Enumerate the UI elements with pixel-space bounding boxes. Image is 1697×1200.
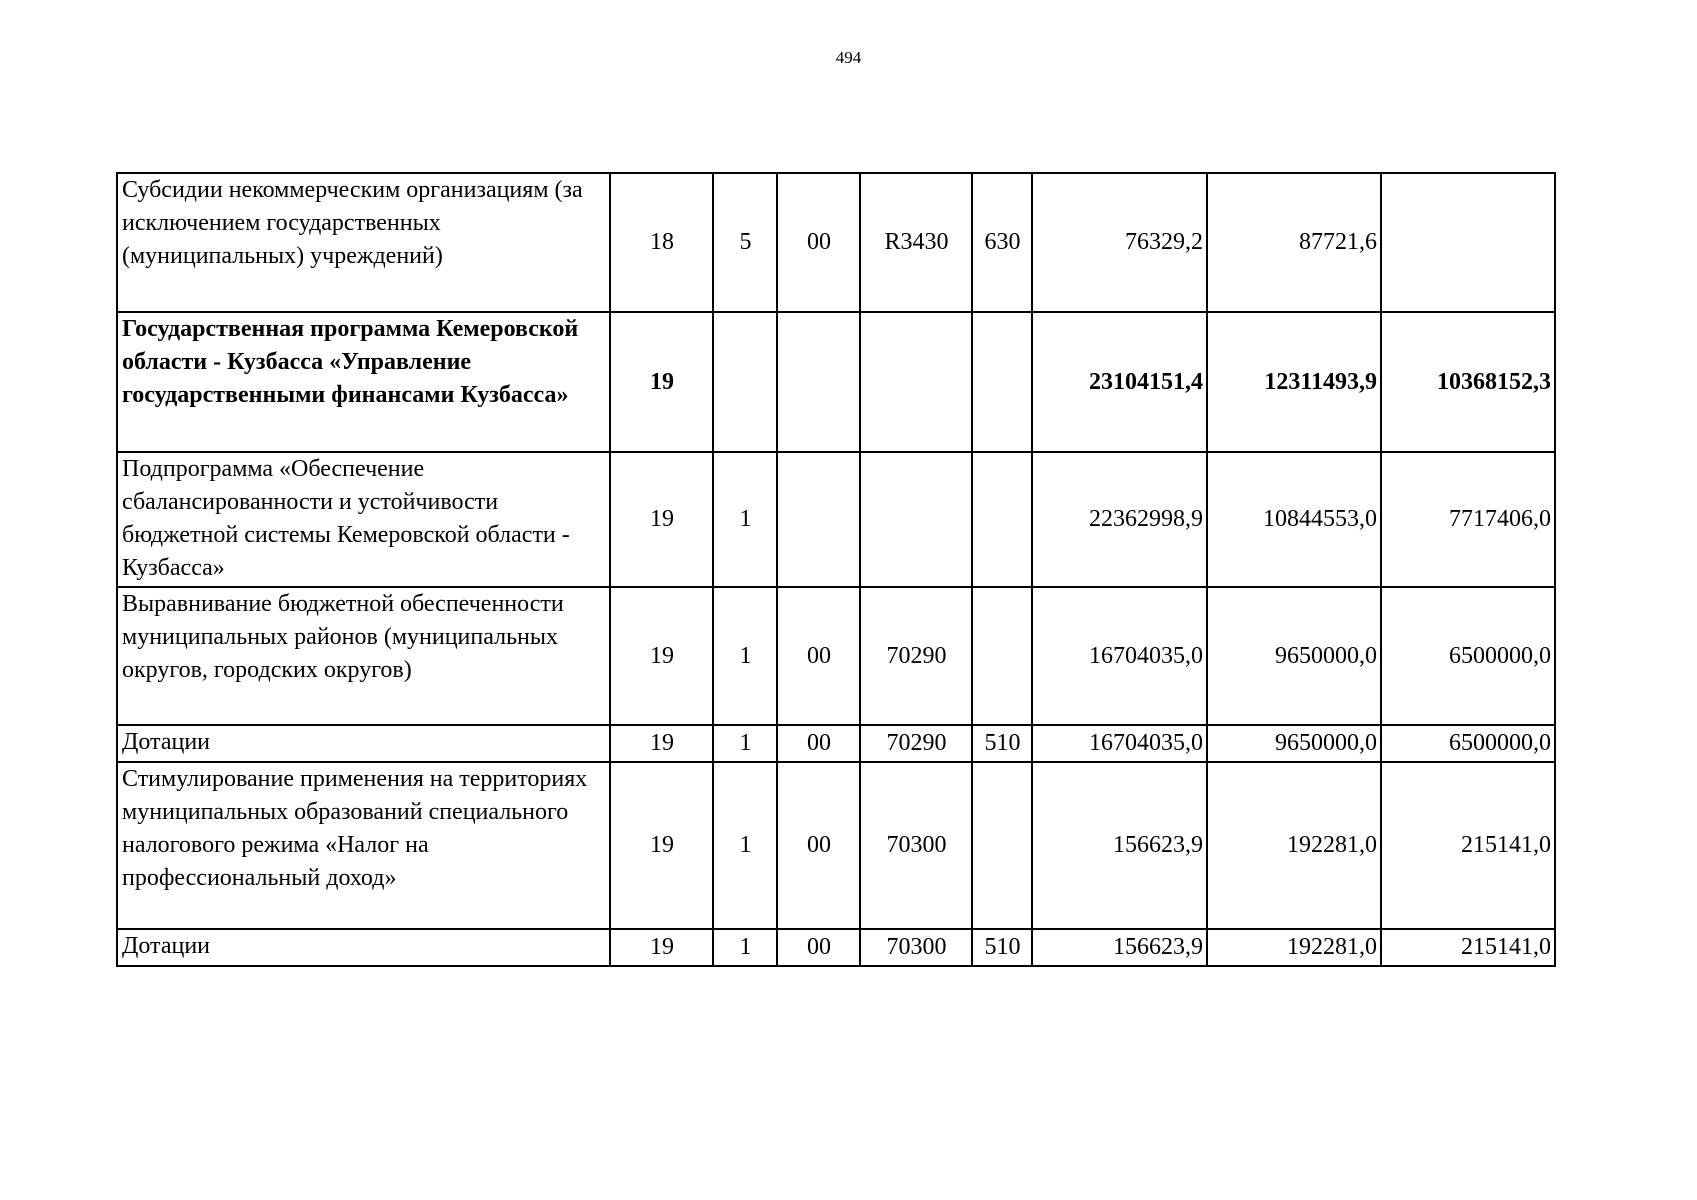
value-cell-2: 192281,0: [1207, 762, 1381, 929]
row-name-cell: Дотации: [117, 929, 610, 966]
code-cell-4: 70290: [860, 725, 972, 762]
value-cell-1: 156623,9: [1032, 929, 1207, 966]
table-row: [117, 587, 1555, 725]
code-cell-4: 70300: [860, 762, 972, 929]
row-name-cell: Подпрограмма «Обеспечение сбалансированности и устойчивости бюджетной системы Кемеровской области - Кузбасса»: [117, 452, 610, 587]
table-row: [117, 173, 1555, 312]
value-cell-1: 22362998,9: [1032, 452, 1207, 587]
row-name-cell: Стимулирование применения на территориях муниципальных образований специального налогового режима «Налог на профессиональный доход»: [117, 762, 610, 929]
code-cell-2: 1: [713, 929, 777, 966]
value-cell-1: 16704035,0: [1032, 725, 1207, 762]
value-cell-1: 156623,9: [1032, 762, 1207, 929]
budget-table: [116, 172, 1556, 967]
code-cell-1: 19: [610, 452, 713, 587]
row-name-cell: Выравнивание бюджетной обеспеченности муниципальных районов (муниципальных округов, городских округов): [117, 587, 610, 725]
code-cell-3: 00: [777, 587, 860, 725]
code-cell-5: [972, 312, 1032, 452]
value-cell-3: 215141,0: [1381, 762, 1555, 929]
code-cell-2: 1: [713, 725, 777, 762]
code-cell-1: 19: [610, 762, 713, 929]
code-cell-2: 5: [713, 173, 777, 312]
code-cell-4: [860, 312, 972, 452]
code-cell-5: [972, 762, 1032, 929]
code-cell-3: 00: [777, 929, 860, 966]
value-cell-2: 9650000,0: [1207, 587, 1381, 725]
code-cell-5: 510: [972, 929, 1032, 966]
value-cell-2: 12311493,9: [1207, 312, 1381, 452]
value-cell-1: 23104151,4: [1032, 312, 1207, 452]
value-cell-1: 16704035,0: [1032, 587, 1207, 725]
code-cell-3: [777, 452, 860, 587]
value-cell-2: 192281,0: [1207, 929, 1381, 966]
code-cell-5: [972, 587, 1032, 725]
value-cell-3: 6500000,0: [1381, 725, 1555, 762]
code-cell-1: 19: [610, 587, 713, 725]
code-cell-3: 00: [777, 762, 860, 929]
code-cell-4: [860, 452, 972, 587]
table-row: [117, 762, 1555, 929]
code-cell-4: R3430: [860, 173, 972, 312]
row-name-cell: Субсидии некоммерческим организациям (за исключением государственных (муниципальных) учреждений): [117, 173, 610, 312]
code-cell-1: 19: [610, 312, 713, 452]
value-cell-3: [1381, 173, 1555, 312]
code-cell-2: 1: [713, 452, 777, 587]
code-cell-3: [777, 312, 860, 452]
value-cell-3: 10368152,3: [1381, 312, 1555, 452]
code-cell-5: 510: [972, 725, 1032, 762]
table-row: [117, 312, 1555, 452]
row-name-cell: Дотации: [117, 725, 610, 762]
value-cell-2: 87721,6: [1207, 173, 1381, 312]
value-cell-1: 76329,2: [1032, 173, 1207, 312]
code-cell-4: 70300: [860, 929, 972, 966]
page-number: 494: [835, 48, 862, 67]
value-cell-2: 9650000,0: [1207, 725, 1381, 762]
code-cell-5: [972, 452, 1032, 587]
row-name-cell: Государственная программа Кемеровской области - Кузбасса «Управление государственными финансами Кузбасса»: [117, 312, 610, 452]
code-cell-2: 1: [713, 762, 777, 929]
code-cell-1: 19: [610, 725, 713, 762]
table-row: [117, 929, 1555, 966]
code-cell-2: [713, 312, 777, 452]
code-cell-5: 630: [972, 173, 1032, 312]
code-cell-2: 1: [713, 587, 777, 725]
code-cell-3: 00: [777, 725, 860, 762]
value-cell-3: 7717406,0: [1381, 452, 1555, 587]
code-cell-1: 18: [610, 173, 713, 312]
value-cell-3: 215141,0: [1381, 929, 1555, 966]
value-cell-3: 6500000,0: [1381, 587, 1555, 725]
code-cell-3: 00: [777, 173, 860, 312]
value-cell-2: 10844553,0: [1207, 452, 1381, 587]
table-row: [117, 725, 1555, 762]
code-cell-1: 19: [610, 929, 713, 966]
table-row: [117, 452, 1555, 587]
code-cell-4: 70290: [860, 587, 972, 725]
